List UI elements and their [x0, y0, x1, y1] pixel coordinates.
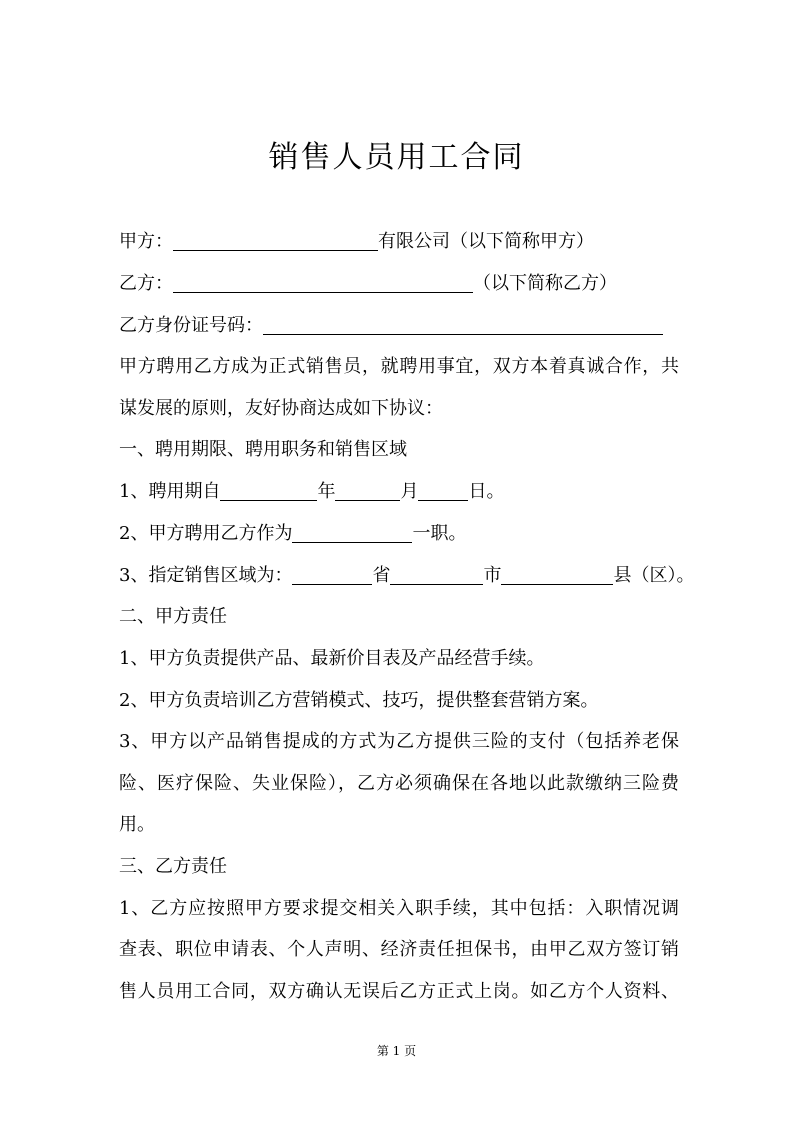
party-b-label: 乙方： [119, 273, 173, 294]
party-b-suffix: （以下简称乙方） [473, 273, 617, 294]
party-b-id-label: 乙方身份证号码： [119, 315, 263, 336]
section-3-item-1-line-2: 查表、职位申请表、个人声明、经济责任担保书，由甲乙双方签订销 [119, 939, 679, 960]
section-2-item-3-line-3: 用。 [119, 814, 155, 835]
year-blank [220, 482, 317, 501]
employment-period-label: 1、聘用期自 [119, 481, 221, 502]
position-label: 2、甲方聘用乙方作为 [119, 523, 293, 544]
section-1-item-1 [119, 480, 679, 504]
document-title: 销售人员用工合同 [268, 140, 525, 175]
party-b-id-line [119, 314, 679, 338]
day-blank [418, 482, 468, 501]
party-b-line [119, 272, 679, 296]
section-2-item-1: 1、甲方负责提供产品、最新价目表及产品经营手续。 [119, 648, 545, 669]
section-2-item-2: 2、甲方负责培训乙方营销模式、技巧，提供整套营销方案。 [119, 690, 599, 711]
section-3-item-1-line-1: 1、乙方应按照甲方要求提交相关入职手续，其中包括：入职情况调 [119, 898, 679, 919]
party-a-label: 甲方： [119, 231, 173, 252]
sales-region-label: 3、指定销售区域为： [119, 565, 293, 586]
province-label: 省 [372, 565, 391, 586]
section-1-heading: 一、聘用期限、聘用职务和销售区域 [119, 439, 407, 460]
party-a-blank [173, 232, 378, 251]
section-3-item-1-line-3: 售人员用工合同，双方确认无误后乙方正式上岗。如乙方个人资料、 [119, 981, 679, 1002]
section-1-item-3 [119, 564, 695, 588]
section-3-heading: 三、乙方责任 [119, 856, 227, 877]
position-suffix: 一职。 [412, 523, 467, 544]
city-label: 市 [483, 565, 502, 586]
county-label: 县（区）。 [613, 565, 695, 586]
party-a-line [119, 230, 679, 254]
party-a-suffix: 有限公司（以下简称甲方） [378, 231, 594, 252]
section-2-heading: 二、甲方责任 [119, 606, 227, 627]
section-2-item-3-line-1: 3、甲方以产品销售提成的方式为乙方提供三险的支付（包括养老保 [119, 731, 679, 752]
section-1-item-2 [119, 522, 679, 546]
party-b-blank [173, 274, 473, 293]
intro-line-2: 谋发展的原则，友好协商达成如下协议： [119, 398, 443, 419]
month-label: 月 [400, 481, 419, 502]
party-b-id-blank [263, 316, 663, 335]
month-blank [335, 482, 400, 501]
city-blank [390, 566, 483, 585]
province-blank [292, 566, 372, 585]
intro-line-1: 甲方聘用乙方成为正式销售员，就聘用事宜，双方本着真诚合作，共 [119, 356, 679, 377]
section-2-item-3-line-2: 险、医疗保险、失业保险），乙方必须确保在各地以此款缴纳三险费 [119, 773, 679, 794]
day-label: 日。 [468, 481, 505, 502]
page-number: 第 1 页 [376, 1044, 417, 1058]
year-label: 年 [317, 481, 336, 502]
position-blank [292, 524, 412, 543]
county-blank [501, 566, 613, 585]
